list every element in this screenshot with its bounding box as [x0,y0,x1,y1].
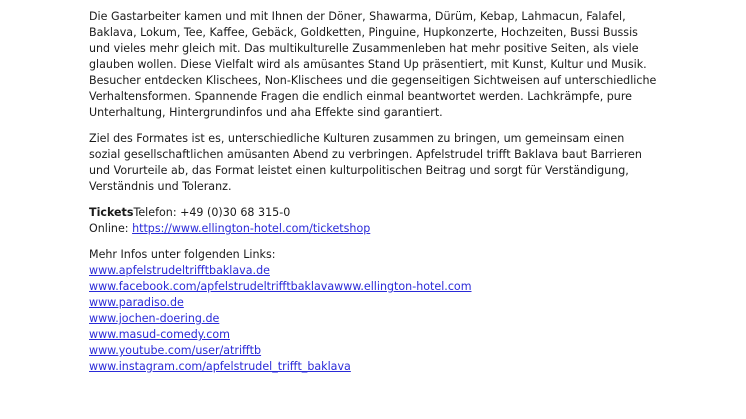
article-body [89,9,659,375]
link-instagram[interactable]: www.instagram.com/apfelstrudel_trifft_baklava [89,360,351,373]
link-apfelstrudel-website[interactable]: www.apfelstrudeltrifftbaklava.de [89,264,270,277]
tickets-online-line [89,221,659,237]
link-facebook[interactable]: www.facebook.com/apfelstrudeltrifftbaklavawww.ellington-hotel.com [89,280,472,293]
ticketshop-link[interactable]: https://www.ellington-hotel.com/ticketshop [132,222,371,235]
goal-paragraph: Ziel des Formates ist es, unterschiedliche Kulturen zusammen zu bringen, um gemeinsam einen sozial gesellschaftlichen amüsanten Abend zu verbringen. Apfelstrudel trifft Baklava baut Barrieren und Vorurteile ab, das Format leistet einen kulturpolitischen Beitrag und sorgt für Verständigung, Verständnis und Toleranz. [89,132,642,193]
tickets-section [89,205,659,237]
more-info-section [89,247,659,375]
link-jochen-doering[interactable]: www.jochen-doering.de [89,312,220,325]
link-youtube[interactable]: www.youtube.com/user/atrifftb [89,344,262,357]
tickets-online-label: Online: [89,222,133,235]
link-paradiso[interactable]: www.paradiso.de [89,296,184,309]
tickets-phone: Telefon: +49 (0)30 68 315-0 [133,206,291,219]
tickets-label: Tickets [89,206,134,219]
tickets-phone-line [89,205,659,221]
intro-paragraph: Die Gastarbeiter kamen und mit Ihnen der Döner, Shawarma, Dürüm, Kebap, Lahmacun, Falafel, Baklava, Lokum, Tee, Kaffee, Gebäck, Goldketten, Pinguine, Hupkonzerte, Hochzeiten, Bussi Bussis und vieles mehr gleich mit. Das multikulturelle Zusammenleben hat mehr positive Seiten, als viele glauben wollen. Diese Vielfalt wird als amüsantes Stand Up präsentiert, mit Kunst, Kultur und Musik. Besucher entdecken Klischees, Non-Klischees und die gegenseitigen Sichtweisen auf unterschiedliche Verhaltensformen. Spannende Fragen die endlich einmal beantwortet werden. Lachkrämpfe, pure Unterhaltung, Hintergrundinfos und aha Effekte sind garantiert. [89,10,657,119]
more-info-heading: Mehr Infos unter folgenden Links: [89,248,276,261]
link-masud-comedy[interactable]: www.masud-comedy.com [89,328,230,341]
